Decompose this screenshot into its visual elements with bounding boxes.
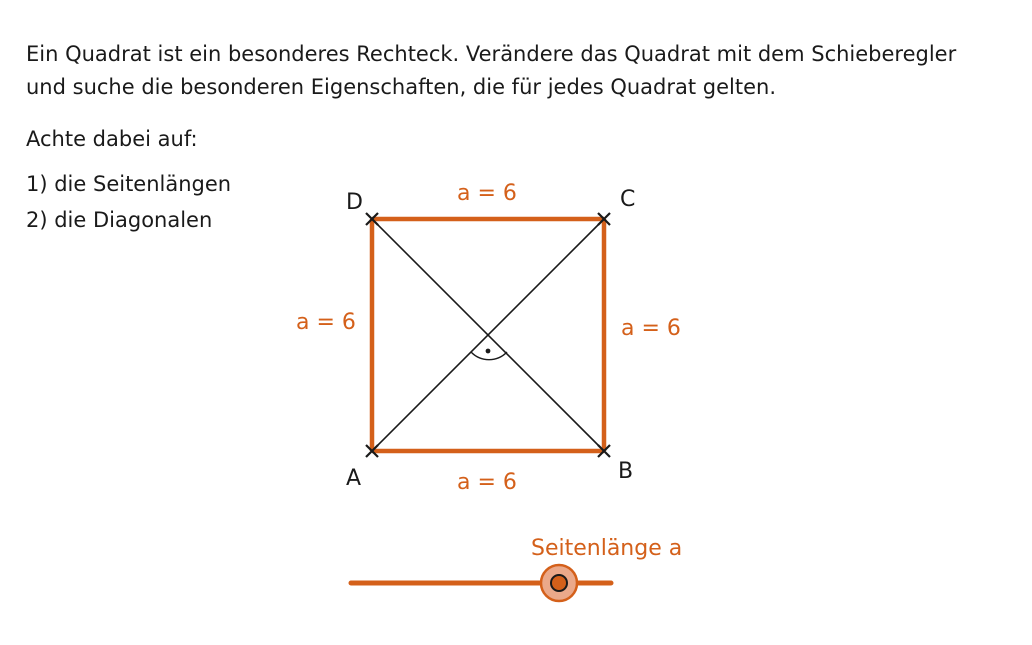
criterion-diagonals: 2) die Diagonalen: [26, 208, 213, 232]
side-label-top: a = 6: [457, 181, 517, 206]
side-label-left: a = 6: [296, 310, 356, 335]
vertex-b-label: B: [618, 459, 634, 484]
slider-label: Seitenlänge a: [531, 536, 683, 561]
instruction-line-1: Ein Quadrat ist ein besonderes Rechteck. Verändere das Quadrat mit dem Schieberegler: [26, 42, 957, 66]
vertex-d-label: D: [346, 190, 363, 215]
attention-heading: Achte dabei auf:: [26, 127, 198, 151]
criterion-side-lengths: 1) die Seitenlängen: [26, 172, 232, 196]
vertex-c-label: C: [620, 187, 636, 212]
side-label-bottom: a = 6: [457, 470, 517, 495]
vertex-a-label: A: [346, 466, 362, 491]
right-angle-dot: [486, 349, 491, 354]
side-label-right: a = 6: [621, 316, 681, 341]
instruction-line-2: und suche die besonderen Eigenschaften, die für jedes Quadrat gelten.: [26, 75, 776, 99]
slider-handle[interactable]: [551, 575, 567, 591]
